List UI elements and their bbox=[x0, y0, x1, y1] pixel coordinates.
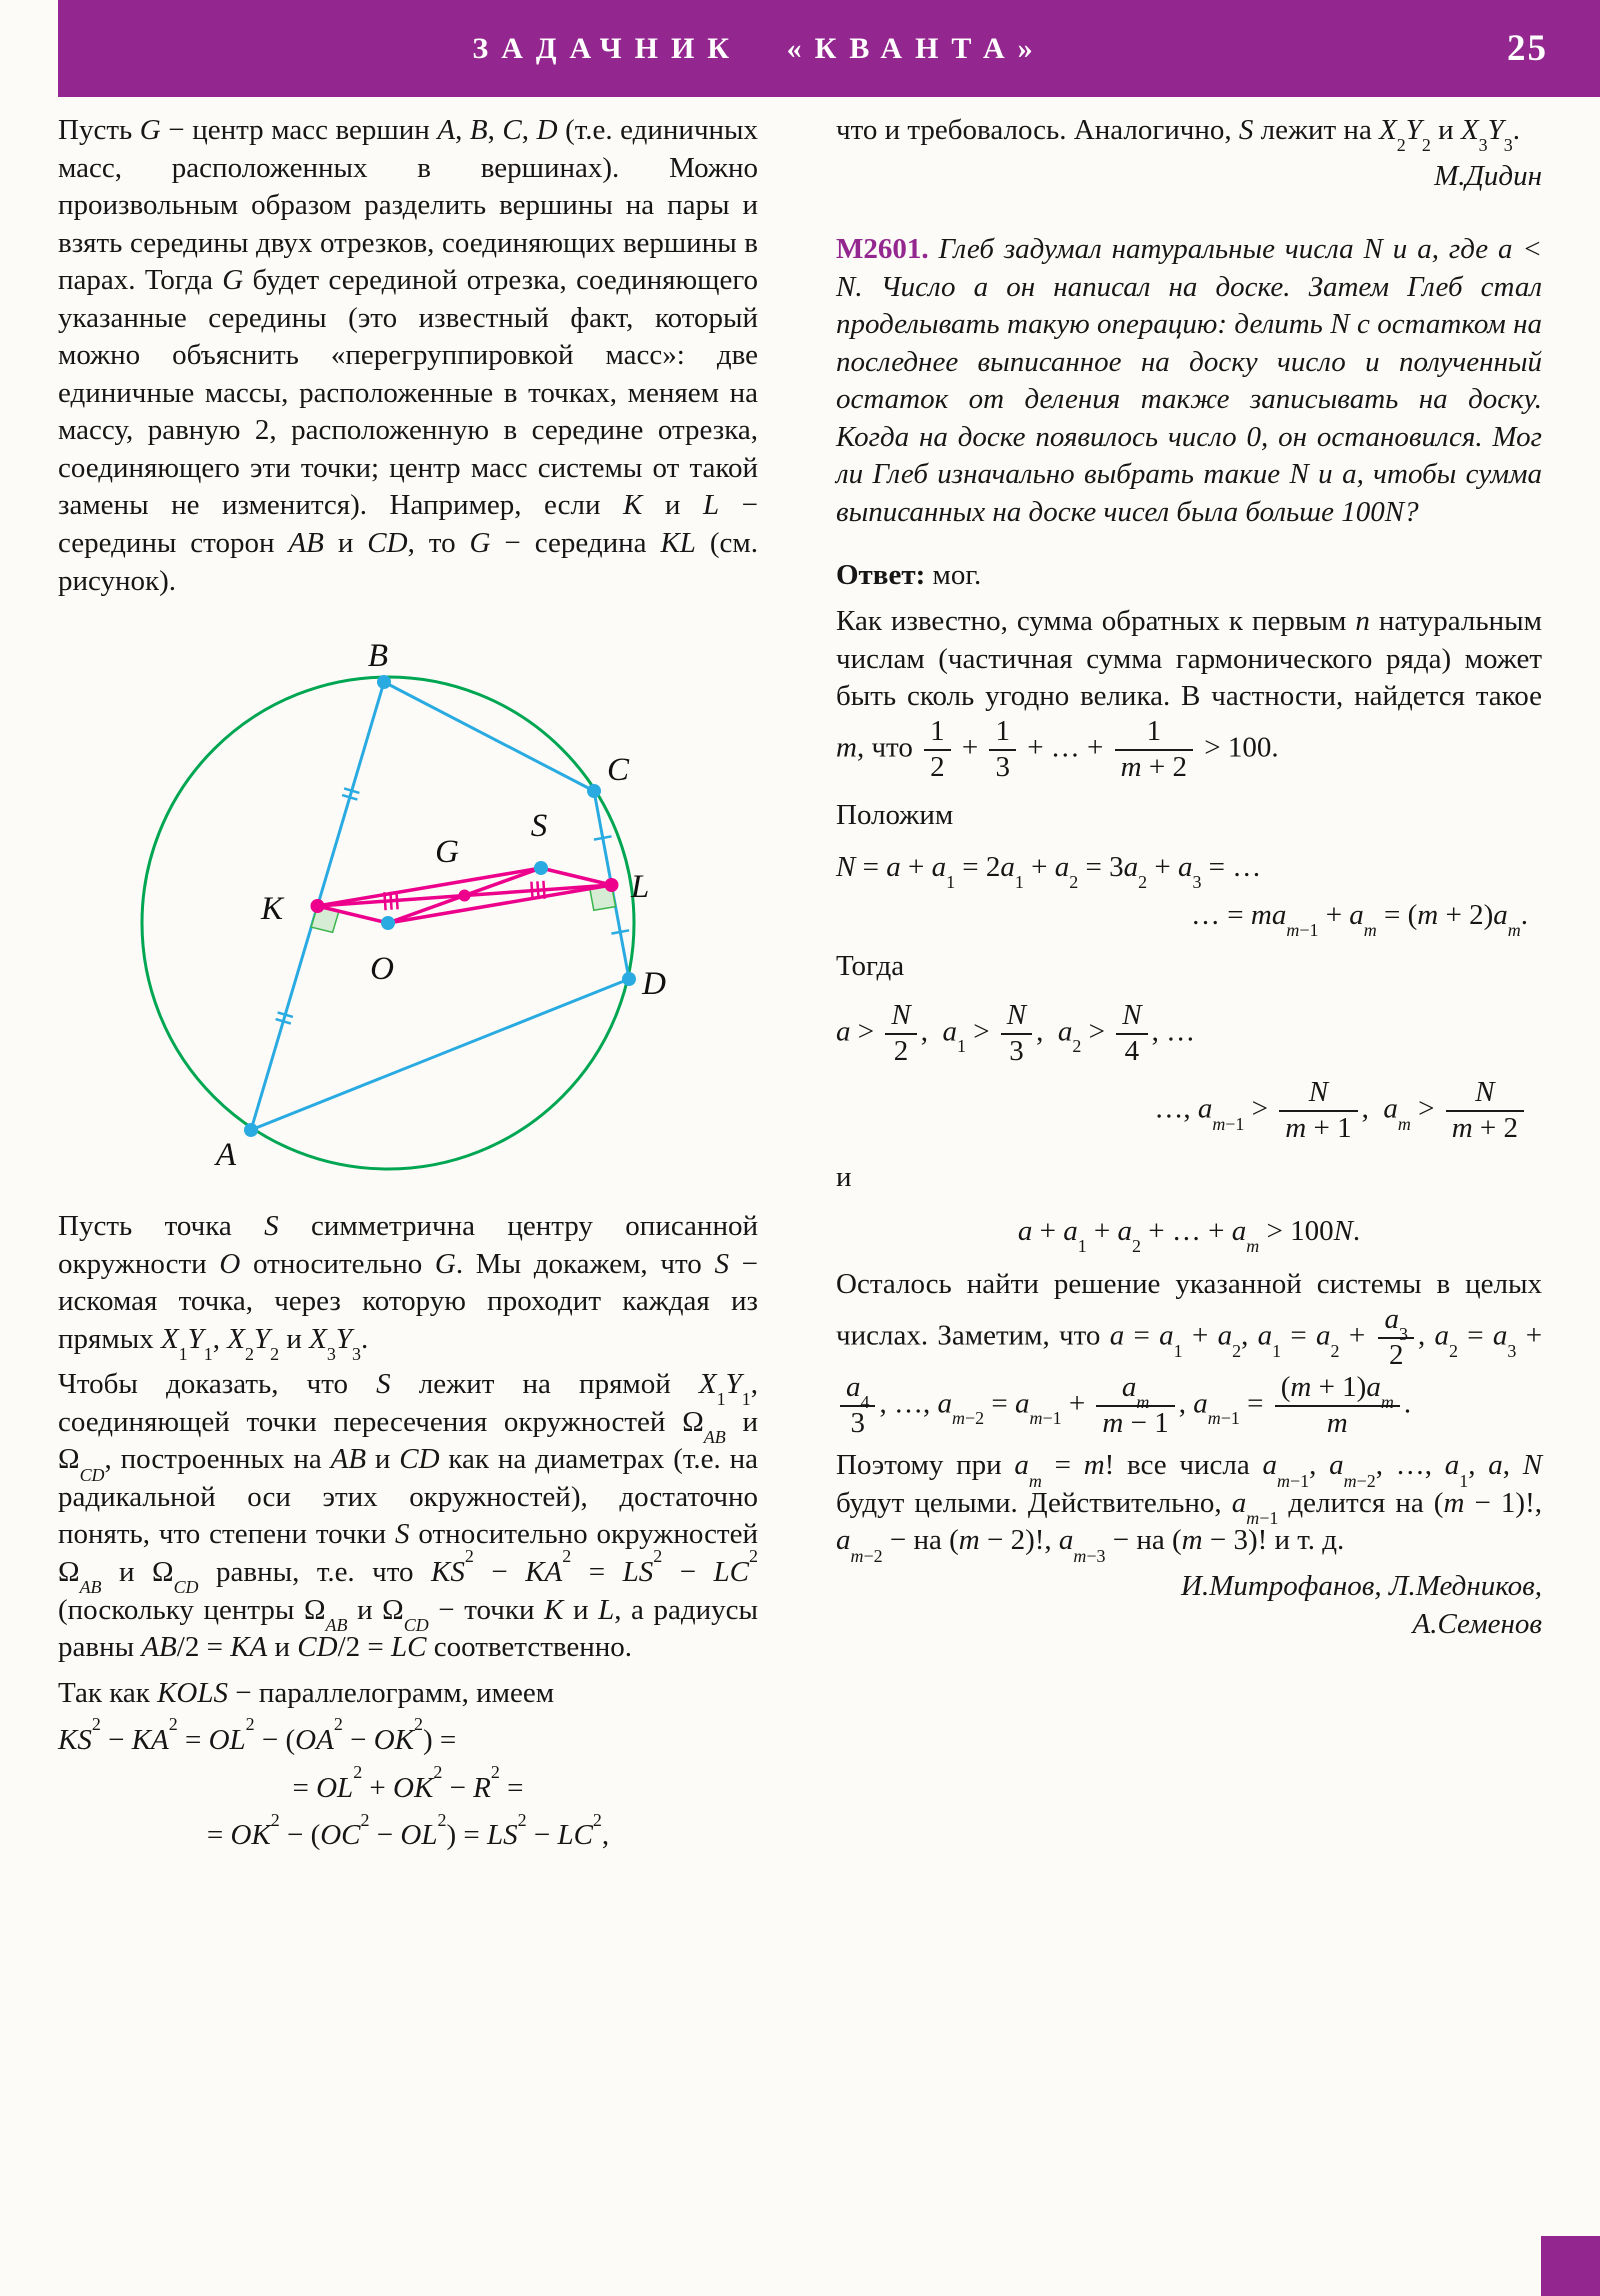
corner-decoration bbox=[1541, 2236, 1600, 2296]
signature-authors-2: А.Семенов bbox=[1412, 1607, 1542, 1640]
label-s: S bbox=[530, 808, 548, 845]
display-formula-sum: $a + a_1 + a_2$ + … + $a_m > 100N$. bbox=[1017, 1214, 1361, 1256]
display-formula-ks: $KS^2 - KA^2 = OL^2 - (OA^2 - OK^2)$ = bbox=[58, 1714, 457, 1757]
label-d: D bbox=[642, 966, 666, 1003]
display-formula-bounds: a > $\frac{N}{2}$ , $a_1$ > $\frac{N}{3}$ , $a_2$ > $\frac{N}{4}$ , … bbox=[836, 998, 1196, 1067]
paragraph-integer-solution: Осталось найти решение указанной системы в целых числах. Заметим, что $a = a_1 + a_2$, $a_1 = a_2$ + $\frac{a_3}{2}$ , $a_2 = a_3$ + $\frac{a_4}{3}$ , …, $a_{m-2} = a_{m-1}$ + $\frac{a_m}{m - 1}$ , $a_{m-1}$ = $\frac{(m + 1)a_m}{m}$ . bbox=[836, 1268, 1543, 1439]
display-formula-n-2: … = $ma_{m-1} + a_m = (m + 2)a_m$. bbox=[1191, 898, 1528, 940]
midpoint-dots bbox=[311, 878, 619, 913]
display-formula-n: $N = a + a_1 = 2a_1 + a_2 = 3a_2 + a_3$ = … bbox=[836, 850, 1262, 893]
paragraph-factorial: Поэтому при $a_m = m$! все числа $a_{m-1}$, $a_{m-2}$, …, $a_1$, a, N будут целыми. Действительно, $a_{m-1}$ делится на (m − 1)!, $a_{m-2}$ − на (m − 2)!, $a_{m-3}$ − на (m − 3)! и т. д. bbox=[836, 1449, 1543, 1566]
label-g: G bbox=[435, 834, 459, 871]
paragraph-center-of-mass: Пусть G − центр масс вершин A, B, C, D (т.е. единичных масс, расположенных в вершинах). Можно произвольным образом разделить вершины на пары и взять середины двух отрезков, соединяющих вершины в парах. Тогда G будет серединой отрезка, соединяющего указанные середины (это известный факт, который можно объяснить «перегруппировкой масс»: две единичные массы, расположенные в точках, меняем на массу, равную 2, расположенную в середине отрезка, соединяющего эти точки; центр масс системы от такой замены не изменится). Например, если K и L − середины сторон AB и CD, то G − середина KL (см. рисунок). bbox=[58, 114, 759, 597]
point-l bbox=[605, 878, 619, 892]
signature-didin: М.Дидин bbox=[1434, 159, 1542, 192]
display-formula-ks-3: = $OK^2 - (OC^2 - OL^2) = LS^2 - LC^2$, bbox=[206, 1809, 610, 1852]
section-title: ЗАДАЧНИК «КВАНТА» bbox=[472, 31, 1046, 65]
problem-statement bbox=[836, 231, 1542, 531]
paragraph-radical-axis: Чтобы доказать, что S лежит на прямой $X_1Y_1$, соединяющей точки пересечения окружностей $\Omega_{AB}$ и $\Omega_{CD}$, построенных на AB и CD как на диаметрах (т.е. на радикальной оси этих окружностей), достаточно понять, что степени точки S относительно окружностей $\Omega_{AB}$ и $\Omega_{CD}$ равны, т.е. что $KS^2 - KA^2 = LS^2 - LC^2$ (поскольку центры $\Omega_{AB}$ и $\Omega_{CD}$ − точки K и L, а радиусы равны AB/2 = KA и CD/2 = LC соответственно. bbox=[58, 1368, 759, 1664]
paragraph-harmonic: Как известно, сумма обратных к первым n натуральным числам (частичная сумма гармонического ряда) может быть сколь угодно велика. В частности, найдется такое m, что $\frac{1}{2}$ + $\frac{1}{3}$ + … + $\frac{1}{m + 2}$ > 100. bbox=[836, 605, 1542, 783]
label-b: B bbox=[367, 638, 389, 675]
left-column bbox=[58, 112, 758, 1865]
answer-label: Ответ: bbox=[836, 559, 926, 592]
paragraph-i: и bbox=[836, 1161, 852, 1194]
display-formula-ks-2: = $OL^2 + OK^2 - R^2$ = bbox=[292, 1762, 524, 1804]
point-d bbox=[622, 972, 636, 986]
answer-text: мог. bbox=[932, 559, 982, 592]
segment-sl bbox=[541, 868, 612, 885]
label-k: K bbox=[260, 891, 284, 928]
segment-ks bbox=[318, 868, 542, 906]
geometry-figure bbox=[58, 638, 718, 1178]
point-s bbox=[534, 861, 548, 875]
point-b bbox=[377, 675, 391, 689]
point-c bbox=[587, 784, 601, 798]
point-o bbox=[381, 916, 395, 930]
label-a: A bbox=[215, 1137, 237, 1174]
segment-ol bbox=[388, 885, 612, 923]
signature-authors-1: И.Митрофанов, Л.Медников, bbox=[1181, 1570, 1542, 1603]
label-c: C bbox=[606, 752, 630, 789]
page-number: 25 bbox=[1507, 28, 1548, 69]
display-formula-bounds-2: …, $a_{m-1}$ > $\frac{N}{m + 1}$ , $a_m$ > $\frac{N}{m + 2}$ bbox=[836, 1077, 1542, 1145]
point-a bbox=[244, 1123, 258, 1137]
point-k bbox=[311, 899, 325, 913]
right-column bbox=[836, 112, 1542, 1643]
point-g bbox=[459, 890, 471, 902]
problem-text: Глеб задумал натуральные числа N и a, где a < N. Число a он написал на доске. Затем Глеб стал проделывать такую операцию: делить N с остатком на последнее выписанное на доску число и полученный остаток от деления также записывать на доску. Когда на доске появилось число 0, он остановился. Мог ли Глеб изначально выбрать такие N и a, чтобы сумма выписанных на доске чисел была больше 100N? bbox=[836, 233, 1543, 528]
label-o: O bbox=[370, 951, 394, 988]
paragraph-polozhim: Положим bbox=[836, 799, 954, 832]
header-bar bbox=[58, 0, 1600, 97]
paragraph-conclusion: что и требовалось. Аналогично, S лежит на $X_2Y_2$ и $X_3Y_3$. bbox=[836, 114, 1521, 156]
answer-line bbox=[836, 557, 1542, 595]
label-l: L bbox=[630, 869, 650, 906]
paragraph-togda: Тогда bbox=[836, 950, 905, 983]
side-ad bbox=[251, 979, 629, 1130]
paragraph-point-s: Пусть точка S симметрична центру описанной окружности O относительно G. Мы докажем, что S − искомая точка, через которую проходит каждая из прямых $X_1Y_1$, $X_2Y_2$ и $X_3Y_3$. bbox=[58, 1210, 759, 1364]
paragraph-parallelogram: Так как KOLS − параллелограмм, имеем bbox=[58, 1676, 555, 1709]
problem-number-label: М2601. bbox=[836, 233, 929, 266]
